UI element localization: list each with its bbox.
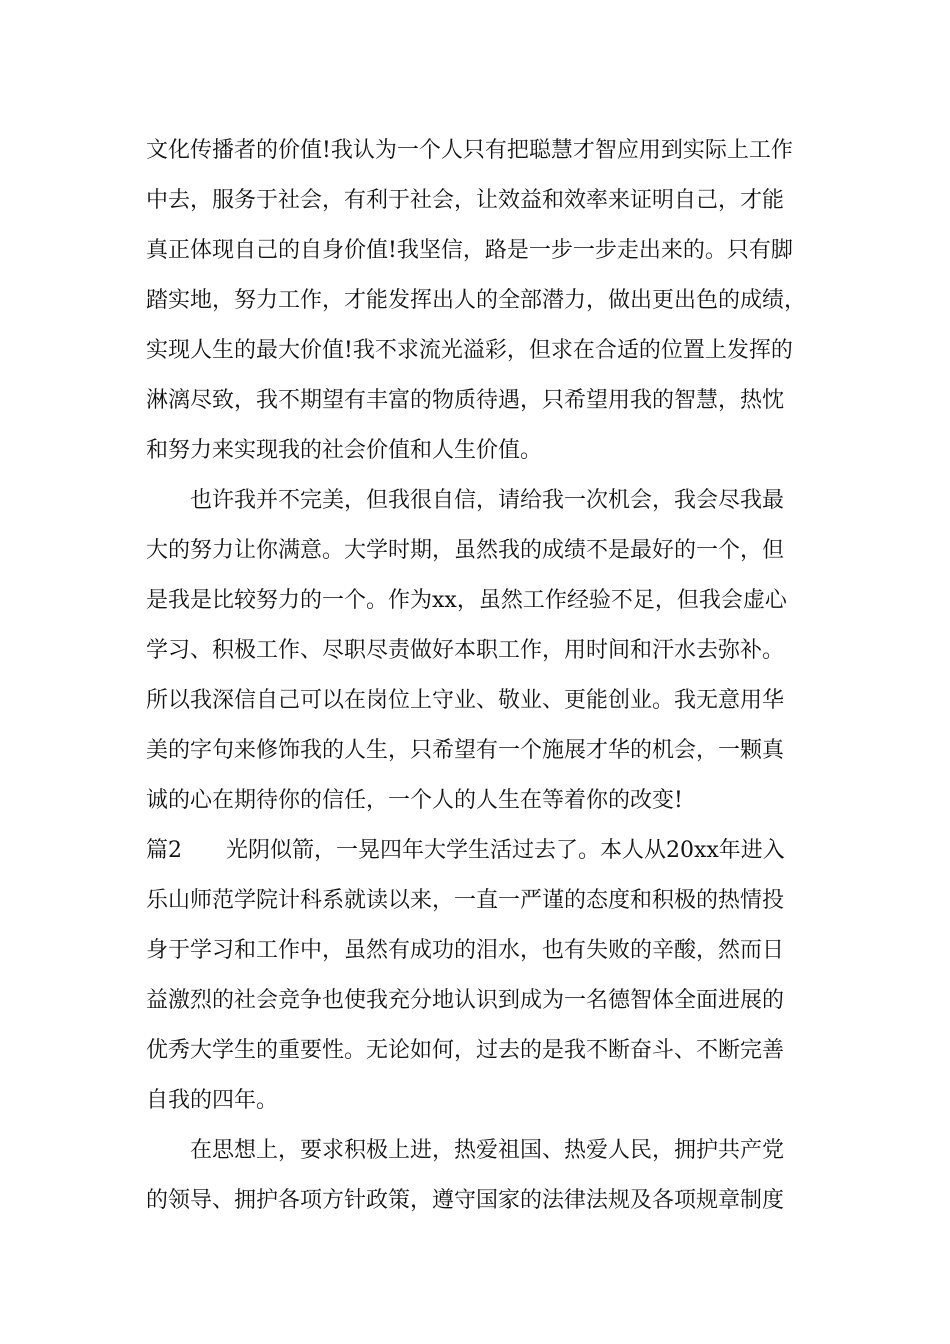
text-line: 大的努力让你满意。大学时期，虽然我的成绩不是最好的一个，但 <box>146 538 785 563</box>
text-line: 益激烈的社会竞争也使我充分地认识到成为一名德智体全面进展的 <box>146 988 785 1013</box>
text-line: 的领导、拥护各项方针政策，遵守国家的法律法规及各项规章制度 <box>146 1188 785 1213</box>
text-line: 自我的四年。 <box>146 1088 279 1113</box>
text-line: 所以我深信自己可以在岗位上守业、敬业、更能创业。我无意用华 <box>146 688 785 713</box>
text-line: 乐山师范学院计科系就读以来，一直一严谨的态度和积极的热情投 <box>146 888 785 913</box>
text-line: 学习、积极工作、尽职尽责做好本职工作，用时间和汗水去弥补。 <box>146 638 785 663</box>
text-line: 踏实地，努力工作，才能发挥出人的全部潜力，做出更出色的成绩， <box>146 288 807 313</box>
text-line: 淋漓尽致，我不期望有丰富的物质待遇，只希望用我的智慧，热忱 <box>146 388 785 413</box>
text-line: 诚的心在期待你的信任，一个人的人生在等着你的改变! <box>146 788 683 813</box>
text-line: 美的字句来修饰我的人生，只希望有一个施展才华的机会，一颗真 <box>146 738 785 763</box>
text-line: 真正体现自己的自身价值!我坚信，路是一步一步走出来的。只有脚 <box>146 238 793 263</box>
text-line: 也许我并不完美，但我很自信，请给我一次机会，我会尽我最 <box>146 488 785 513</box>
text-line: 篇2 光阴似箭，一晃四年大学生活过去了。本人从20xx年进入 <box>146 838 785 863</box>
text-line: 身于学习和工作中，虽然有成功的泪水，也有失败的辛酸，然而日 <box>146 938 785 963</box>
text-line: 中去，服务于社会，有利于社会，让效益和效率来证明自己，才能 <box>146 188 785 213</box>
text-line: 是我是比较努力的一个。作为xx，虽然工作经验不足，但我会虚心 <box>146 588 787 613</box>
text-line: 优秀大学生的重要性。无论如何，过去的是我不断奋斗、不断完善 <box>146 1038 785 1063</box>
text-line: 和努力来实现我的社会价值和人生价值。 <box>146 438 543 463</box>
text-line: 文化传播者的价值!我认为一个人只有把聪慧才智应用到实际上工作 <box>146 138 793 163</box>
text-line: 在思想上，要求积极上进，热爱祖国、热爱人民，拥护共产党 <box>146 1138 785 1163</box>
text-line: 实现人生的最大价值!我不求流光溢彩，但求在合适的位置上发挥的 <box>146 338 793 363</box>
